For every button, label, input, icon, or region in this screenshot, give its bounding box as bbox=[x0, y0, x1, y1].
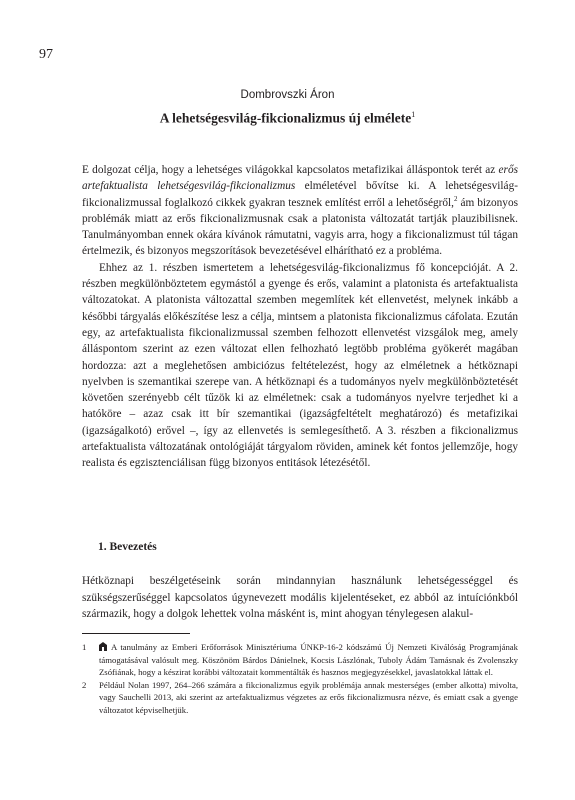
abstract-text: ám bizonyos problémák miatt az erős fikcionalizmusnak csak a platonista változatát tartják plauzibilisnek. Tanulmányomban ennek okára kívánok rámutatni, vagyis arra, hogy a fikcionalizmust túl tágan értelmezik, és bizonyos megszorítások bevezetésével elhárítható ez a probléma. bbox=[82, 196, 518, 258]
abstract-paragraph-1 bbox=[82, 162, 518, 260]
abstract bbox=[82, 162, 518, 472]
funding-logo-icon bbox=[99, 642, 107, 651]
footnote bbox=[82, 679, 518, 717]
footnote-text-wrapper bbox=[99, 641, 518, 679]
emphasis-term: erős artefaktualista lehetségesvilág-fikcionalizmus bbox=[82, 164, 518, 193]
abstract-text: E dolgozat célja, hogy a lehetséges világokkal kapcsolatos metafizikai álláspontok terét az bbox=[82, 164, 499, 176]
abstract-paragraph-2: Ehhez az 1. részben ismertetem a lehetségesvilág-fikcionalizmus fő koncepcióját. A 2. részben megkülönböztetem egymástól a gyenge és erős, valamint a platonista és artefaktualista változatokat. A platonista változattal szemben megemlítek két ellenvetést, melynek inkább a későbbi tárgyalás előkészítése lesz a célja, mintsem a platonista fikcionalizmus cáfolata. Ezután egy, az artefaktualista fikcionalizmussal szemben felhozott ellenvetést vizsgálok meg, amely álláspontom szerint az ezen változat ellen felhozható legtöbb probléma gyökerét magában hordozza: azt a meglehetősen ambiciózus feltételezést, hogy az elméletnek a hétköznapi nyelvben is szemantikai szerepe van. A hétköznapi és a tudományos nyelv megkülönböztetését követően szerényebb célt tűzök ki az elméletnek: csak a tudományos nyelvre terjedhet ki a hatóköre – azaz csak itt bír szemantikai (igazságfeltételt meghatározó) és metafizikai (igazságalkotó) erővel –, így az ellenvetés is semlegesíthető. A 3. részben a fikcionalizmus artefaktualista változatának ontológiáját tárgyalom röviden, aminek két fontos jellemzője, hogy realista és egzisztenciálisan függ bizonyos entitások létezésétől. bbox=[82, 261, 518, 470]
title-footnote-ref: 1 bbox=[411, 110, 416, 119]
footnote bbox=[82, 641, 518, 679]
section-heading: 1. Bevezetés bbox=[98, 541, 157, 553]
footnote-number: 1 bbox=[82, 642, 87, 652]
footnotes bbox=[82, 641, 518, 716]
body-paragraph: Hétköznapi beszélgetéseink során mindannyian használunk lehetségességgel és szükségszerűséggel kapcsolatos úgynevezett modális kijelentéseket, ez abból az intuíciónkból származik, hogy a dolgok lehettek volna másként is, mint ahogyan ténylegesen alakul- bbox=[82, 575, 518, 620]
footnote-number: 2 bbox=[82, 679, 87, 690]
author-name: Dombrovszki Áron bbox=[240, 89, 335, 101]
paper-title bbox=[0, 110, 575, 127]
footnote-text: Például Nolan 1997, 264–266 számára a fikcionalizmus egyik problémája annak mesterséges (ember alkotta) mivolta, vagy Sauchelli 2013, aki szerint az artefaktualizmus végzetes az erős fikcionalizmusra nézve, és emiatt csak a gyenge változatot képviselhetjük. bbox=[99, 679, 518, 715]
abstract-text: elméletével bővítse ki. A lehetségesvilág-fikcionalizmussal foglalkozó cikkek gyakran tesznek említést erről a lehetőségről, bbox=[82, 180, 518, 209]
footnote-ref: 2 bbox=[454, 194, 458, 203]
page-number: 97 bbox=[39, 47, 53, 62]
title-text: A lehetségesvilág-fikcionalizmus új elmélete bbox=[159, 110, 412, 126]
footnote-text: A tanulmány az Emberi Erőforrások Minisztériuma ÚNKP-16-2 kódszámú Új Nemzeti Kiválóság Programjának támogatásával valósult meg. Köszönöm Bárdos Dánielnek, Kocsis Lászlónak, Tuboly Ádám Tamásnak és Zvolenszky Zsófiának, hogy a készirat korábbi változatait kommentálták és hasznos megjegyzésekkel, javaslatokkal láttak el. bbox=[99, 642, 518, 677]
footnote-divider bbox=[82, 633, 190, 634]
